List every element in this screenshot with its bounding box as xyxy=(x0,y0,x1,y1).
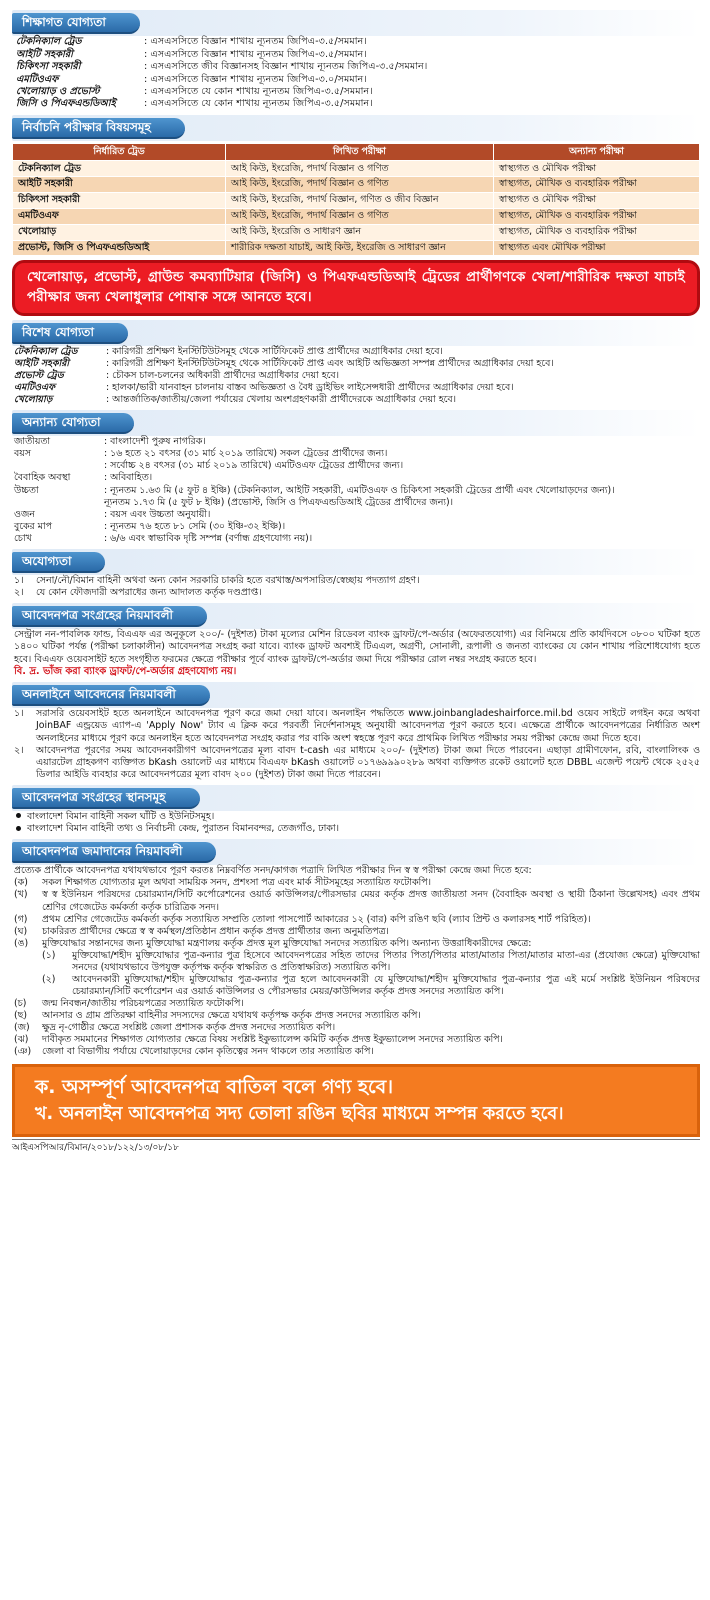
online-number: ২। xyxy=(14,744,24,756)
table-row xyxy=(13,161,700,177)
other-key: ওজন xyxy=(14,508,35,520)
bullet-icon xyxy=(16,826,21,831)
submit-number: (ক) xyxy=(14,877,28,889)
other-key: চোখ xyxy=(14,532,32,544)
table-row xyxy=(13,176,700,192)
submit-number: (গ) xyxy=(14,913,28,925)
list-item xyxy=(14,1034,700,1046)
other-row xyxy=(14,460,700,472)
other-section xyxy=(12,410,700,436)
submit-text: স্ব স্ব ইউনিয়ন পরিষদের চেয়ারম্যান/সিটি কর্পোরেশনের ওয়ার্ড কাউন্সিলর/পৌরসভার মেয়র কর্তৃক প্রদত্ত জাতীয়তা সনদ (বৈবাহিক অবস্থা ও স্থায়ী ঠিকানা উল্লেখসহ) এবং প্রথম শ্রেণির গেজেটেড কর্মকর্তা কর্তৃক চারিত্রিক সনদ। xyxy=(42,889,700,913)
online-heading: অনলাইনে আবেদনের নিয়মাবলী xyxy=(12,685,210,706)
edu-key: এমটিওএফ xyxy=(16,73,59,85)
special-key: খেলোয়াড় xyxy=(14,394,53,405)
list-item xyxy=(14,1022,700,1034)
online-section xyxy=(12,682,700,708)
exam-written: শারীরিক দক্ষতা যাচাই, আই কিউ, ইংরেজি ও সাধারণ জ্ঞান xyxy=(225,240,493,256)
other-row xyxy=(14,521,700,533)
submit-text: দাবীকৃত সমমানের শিক্ষাগত যোগ্যতার ক্ষেত্রে বিষয় সংশ্লিষ্ট ইকুভ্যালেন্স কমিটি কর্তৃক প্রদত্ত ইকুভ্যালেন্স সনদের সত্যায়িত কপি। xyxy=(42,1033,503,1045)
submit-text: মুক্তিযোদ্ধার সন্তানদের জন্য মুক্তিযোদ্ধা মন্ত্রণালয় কর্তৃক প্রদত্ত মূল মুক্তিযোদ্ধা সনদের সত্যায়িত কপি। অন্যান্য উত্তরাধিকারীদের ক্ষেত্রে: xyxy=(42,937,532,949)
special-row xyxy=(14,382,700,394)
other-key: জাতীয়তা xyxy=(14,436,51,448)
edu-key: টেকনিক্যাল ট্রেড xyxy=(16,36,82,48)
list-item xyxy=(12,823,700,835)
edu-row xyxy=(16,74,700,86)
exam-other: স্বাস্থ্যগত এবং মৌখিক পরীক্ষা xyxy=(493,240,699,256)
other-key: উচ্চতা xyxy=(14,484,39,496)
exam-other: স্বাস্থ্যগত ও মৌখিক পরীক্ষা xyxy=(493,161,699,177)
disq-list xyxy=(12,575,700,599)
special-row xyxy=(14,346,700,358)
other-heading: অন্যান্য যোগ্যতা xyxy=(12,413,134,434)
submit-number: (চ) xyxy=(14,997,27,1009)
list-item xyxy=(14,745,700,781)
edu-row xyxy=(16,98,700,110)
other-key xyxy=(14,460,104,472)
special-value: : আন্তর্জাতিক/জাতীয়/জেলা পর্যায়ের খেলায় অংশগ্রহণকারী প্রার্থীদেরকে অগ্রাধিকার দেয়া হবে। xyxy=(106,394,456,405)
submit-text: প্রথম শ্রেণির গেজেটেড কর্মকর্তা কর্তৃক সত্যায়িত সম্প্রতি তোলা পাসপোর্ট আকারের ১২ (বার) কপি রঙিণ ছবি (ল্যাব প্রিন্ট ও কলারসহ শার্ট পরিহিত)। xyxy=(42,913,591,925)
other-key xyxy=(14,497,104,509)
collect-section xyxy=(12,603,700,629)
special-key: এমটিওএফ xyxy=(14,381,56,393)
important-notice-box xyxy=(12,1064,700,1137)
footer-reference: আইএসপিআর/বিমান/২০১৮/১২২/১৩/০৮/১৮ xyxy=(12,1142,179,1153)
disq-number: ২। xyxy=(14,587,24,599)
other-row xyxy=(14,497,700,509)
other-row xyxy=(14,448,700,460)
submit-number: (ঘ) xyxy=(14,925,28,937)
exam-col-trade: নির্ধারিত ট্রেড xyxy=(13,144,226,161)
submit-number: (খ) xyxy=(14,889,28,901)
footer-divider xyxy=(12,1139,700,1140)
exam-trade: প্রভোস্ট, জিসি ও পিএফএন্ডডিআই xyxy=(13,240,226,256)
exam-other: স্বাস্থ্যগত ও মৌখিক পরীক্ষা xyxy=(493,192,699,208)
places-heading: আবেদনপত্র সংগ্রহের স্থানসমূহ xyxy=(12,788,200,809)
exam-trade: এমটিওএফ xyxy=(13,208,226,224)
edu-value: : এসএসসিতে বিজ্ঞান শাখায় ন্যূনতম জিপিএ-৩.৫/সমমান। xyxy=(144,36,367,48)
other-value: : বাংলাদেশী পুরুষ নাগরিক। xyxy=(104,436,206,448)
notice-line-1: ক. অসম্পূর্ণ আবেদনপত্র বাতিল বলে গণ্য হবে। xyxy=(35,1075,393,1098)
exam-col-written: লিখিত পরীক্ষা xyxy=(225,144,493,161)
other-list xyxy=(12,436,700,544)
collect-heading: আবেদনপত্র সংগ্রহের নিয়মাবলী xyxy=(12,606,207,627)
exam-other: স্বাস্থ্যগত, মৌখিক ও ব্যবহারিক পরীক্ষা xyxy=(493,176,699,192)
other-value: : ১৬ হতে ২১ বৎসর (৩১ মার্চ ২০১৯ তারিখে) সকল ট্রেডের প্রার্থীদের জন্য। xyxy=(104,448,388,460)
list-item xyxy=(14,1046,700,1058)
edu-value: : এসএসসিতে বিজ্ঞান শাখায় ন্যূনতম জিপিএ-৩.০/সমমান। xyxy=(144,73,367,85)
table-row xyxy=(13,208,700,224)
other-row xyxy=(14,533,700,545)
special-value: : হালকা/ভারী যানবাহন চালনায় বাস্তব অভিজ্ঞতা ও বৈধ ড্রাইভিং লাইসেন্সধারী প্রার্থীদের অগ্রাধিকার দেয়া হবে। xyxy=(106,381,514,393)
place-text: বাংলাদেশ বিমান বাহিনী তথ্য ও নির্বাচনী কেন্দ্র, পুরাতন বিমানবন্দর, তেজগাঁও, ঢাকা। xyxy=(27,823,339,835)
exam-written: আই কিউ, ইংরেজি, পদার্থ বিজ্ঞান ও গণিত xyxy=(225,176,493,192)
submit-intro: প্রত্যেক প্রার্থীকে আবেদনপত্র যথাযথভাবে পূরণ করতঃ নিম্নবর্ণিত সনদ/কাগজ পত্রাদি লিখিত পরীক্ষার দিন স্ব স্ব পরীক্ষা কেন্দ্রে জমা দিতে হবে: xyxy=(14,865,532,877)
submit-text: ক্ষুদ্র নৃ-গোষ্ঠীর ক্ষেত্রে সংশ্লিষ্ট জেলা প্রশাসক কর্তৃক প্রদত্ত সনদের সত্যায়িত কপি। xyxy=(42,1021,336,1033)
list-item xyxy=(14,914,700,926)
disq-text: সেনা/নৌ/বিমান বাহিনী অথবা অন্য কোন সরকারি চাকরি হতে বরখাস্ত/অপসারিত/স্বেচ্ছায় পদত্যাগ গ্রহণ। xyxy=(36,575,420,587)
other-row xyxy=(14,509,700,521)
places-section xyxy=(12,785,700,811)
submit-heading: আবেদনপত্র জমাদানের নিয়মাবলী xyxy=(12,842,216,863)
exam-col-other: অন্যান্য পরীক্ষা xyxy=(493,144,699,161)
exam-written: আই কিউ, ইংরেজি, পদার্থ বিজ্ঞান ও গণিত xyxy=(225,208,493,224)
other-row xyxy=(14,436,700,448)
special-heading: বিশেষ যোগ্যতা xyxy=(12,323,128,344)
edu-row xyxy=(16,86,700,98)
edu-key: আইটি সহকারী xyxy=(16,48,73,60)
other-key: বৈবাহিক অবস্থা xyxy=(14,472,71,484)
list-item xyxy=(14,708,700,744)
list-item xyxy=(14,938,700,950)
collect-note: বি. দ্র. ভাঁজ করা ব্যাংক ড্রাফট/পে-অর্ডার গ্রহণযোগ্য নয়। xyxy=(14,665,237,677)
online-list xyxy=(12,708,700,780)
list-item xyxy=(14,575,700,587)
edu-value: : এসএসসিতে যে কোন শাখায় ন্যূনতম জিপিএ-৩.৫/সমমান। xyxy=(144,85,373,97)
special-row xyxy=(14,370,700,382)
submit-number: (ঝ) xyxy=(14,1033,29,1045)
submit-sub-text: মুক্তিযোদ্ধা/শহীদ মুক্তিযোদ্ধার পুত্র-কন্যার পুত্র হিসেবে আবেদনপত্রের সহিত তাদের পিতার পিতা/পিতার মাতা/মাতার পিতা/মাতার মাতা-এর (প্রযোজ্য ক্ষেত্রে) মুক্তিযোদ্ধা সনদের (যথাযথভাবে উপযুক্ত কর্তৃপক্ষ কর্তৃক স্বাক্ষরিত ও প্রতিস্বাক্ষরিত) সত্যায়িত কপি। xyxy=(72,949,700,973)
submit-text: সকল শিক্ষাগত যোগ্যতার মূল অথবা সাময়িক সনদ, প্রশংসা পত্র এবং মার্ক সীটসমূহের সত্যায়িত ফটোকপি। xyxy=(42,877,431,889)
submit-list xyxy=(12,877,700,1057)
collect-text: সেন্ট্রাল নন-পাবলিক ফান্ড, বিএএফ এর অনুকূলে ২০০/- (দুইশত) টাকা মূল্যের মেশিন রিডেবল ব্যাংক ড্রাফট/পে-অর্ডার (অফেরতযোগ্য) এর বিনিময়ে প্রতি কার্যদিবসে ০৮০০ ঘটিকা হতে ১৪০০ ঘটিকা পর্যন্ত (পরীক্ষা চলাকালীন) আবেদনপত্র সংগ্রহ করা যাবে। ব্যাংক ড্রাফট অবশ্যই টিএএল, অগ্রণী, সোনালী, রূপালী ও জনতা ব্যাংকের যে কোন শাখায় পরিশোধযোগ্য হতে হবে। বিএএফ ওয়েবসাইট হতে সংগৃহীত ফরমের ক্ষেত্রে পরীক্ষার পূর্বে ব্যাংক ড্রাফট/পে-অর্ডার জমা দিয়ে পরীক্ষার রোল নম্বর সংগ্রহ করতে হবে। xyxy=(14,629,700,665)
other-value: ন্যূনতম ১.৭৩ মি (৫ ফুট ৮ ইঞ্চি) (প্রভোস্ট, জিসি ও পিএফএন্ডডিআই ট্রেডের প্রার্থীদের জন্য)। xyxy=(104,496,454,508)
submit-sub-number: (২) xyxy=(42,973,56,985)
list-item xyxy=(14,950,700,974)
edu-row xyxy=(16,61,700,73)
list-item xyxy=(14,998,700,1010)
edu-section xyxy=(12,10,700,36)
list-item xyxy=(14,926,700,938)
edu-list xyxy=(12,36,700,110)
submit-text: জেলা বা বিভাগীয় পর্যায়ে খেলোয়াড়দের কোন কৃতিত্বের সনদ থাকলে তার সত্যায়িত কপি। xyxy=(42,1045,374,1057)
exam-trade: টেকনিক্যাল ট্রেড xyxy=(13,161,226,177)
exam-table xyxy=(12,143,700,256)
special-value: : কারিগরী প্রশিক্ষণ ইনস্টিটিউটসমূহ থেকে সার্টিফিকেট প্রাপ্ত প্রার্থীদের অগ্রাধিকার দেয়া হবে। xyxy=(106,345,443,357)
list-item xyxy=(14,974,700,998)
exam-written: আই কিউ, ইংরেজি ও সাধারণ জ্ঞান xyxy=(225,224,493,240)
exam-header-row xyxy=(13,144,700,161)
bullet-icon xyxy=(16,813,21,818)
online-text: আবেদনপত্র পূরণের সময় আবেদনকারীগণ আবেদনপত্রের মূল্য বাবদ t-cash এর মাধ্যমে ২০০/- (দুইশত) টাকা জমা দিতে পারবেন। এছাড়া গ্রামীণফোন, রবি, বাংলালিংক ও এয়ারটেল গ্রাহকগণ ব্যক্তিগত bKash ওয়ালেট এর মাধ্যমে বিএএফ bKash ওয়ালেট ০১৭৬৯৯৯০২৮৯ অথবা ব্যক্তিগত রকেট ওয়ালেট হতে DBBL এজেন্ট পয়েন্ট থেকে ২৫২৫ ডিলার আইডি ব্যবহার করে আবেদনপত্রের মূল্য বাবদ ২০০ (দুইশত) টাকা জমা দিতে পারবেন। xyxy=(36,744,700,780)
edu-row xyxy=(16,49,700,61)
other-value: : বয়স এবং উচ্চতা অনুযায়ী। xyxy=(104,508,211,520)
table-row xyxy=(13,224,700,240)
special-section xyxy=(12,320,700,346)
special-key: আইটি সহকারী xyxy=(14,357,70,369)
edu-key: চিকিৎসা সহকারী xyxy=(16,61,81,73)
disq-heading: অযোগ্যতা xyxy=(12,552,105,573)
exam-other: স্বাস্থ্যগত, মৌখিক ও ব্যবহারিক পরীক্ষা xyxy=(493,208,699,224)
table-row xyxy=(13,192,700,208)
special-row xyxy=(14,358,700,370)
disq-text: যে কোন ফৌজদারী অপরাধের জন্য আদালত কর্তৃক দণ্ডপ্রাপ্ত। xyxy=(36,587,262,599)
other-key: বয়স xyxy=(14,448,31,460)
exam-heading: নির্বাচনি পরীক্ষার বিষয়সমূহ xyxy=(12,118,185,139)
list-item xyxy=(14,1010,700,1022)
edu-value: : এসএসসিতে বিজ্ঞান শাখায় ন্যূনতম জিপিএ-৩.৫/সমমান। xyxy=(144,48,367,60)
submit-number: (জ) xyxy=(14,1021,30,1033)
disq-number: ১। xyxy=(14,575,24,587)
special-value: : কারিগরী প্রশিক্ষণ ইনস্টিটিউটসমূহ থেকে সার্টিফিকেট প্রাপ্ত এবং আইটি অভিজ্ঞতা সম্পন্ন প্রার্থীদের অগ্রাধিকার দেয়া হবে। xyxy=(106,357,554,369)
submit-text: চাকরিরত প্রার্থীদের ক্ষেত্রে স্ব স্ব কর্মস্থল/প্রতিষ্ঠান প্রধান কর্তৃক প্রদত্ত প্রার্থীতার জন্য অনুমতিপত্র। xyxy=(42,925,389,937)
list-item xyxy=(14,587,700,599)
disq-section xyxy=(12,549,700,575)
online-number: ১। xyxy=(14,708,24,720)
notice-line-2: খ. অনলাইন আবেদনপত্র সদ্য তোলা রঙিন ছবির মাধ্যমে সম্পন্ন করতে হবে। xyxy=(35,1104,564,1125)
exam-other: স্বাস্থ্যগত, মৌখিক ও ব্যবহারিক পরীক্ষা xyxy=(493,224,699,240)
special-key: প্রভোস্ট ট্রেড xyxy=(14,369,64,381)
edu-row xyxy=(16,36,700,48)
online-text: সরাসরি ওয়েবসাইট হতে অনলাইনে আবেদনপত্র পূরণ করে জমা দেয়া যাবে। অনলাইন পদ্ধতিতে www.joinbangladeshairforce.mil.bd ওয়েব সাইটে লগইন করে অথবা JoinBAF এন্ড্রয়েড এ্যাপ-এ 'Apply Now' ট্যাব এ ক্লিক করে পরবর্তী নির্দেশনাসমূহ অনুযায়ী আবেদনপত্র পূরণ করতে হবে। এক্ষেত্রে প্রার্থীকে আবেদনপত্রের নির্ধারিত অংশ অনলাইনের মাধ্যমে পূরণ করে অনলাইন হতে আবেদনপত্র সংগ্রহ করার পর বাকি অংশ স্বহস্তে পূরণ করে প্রাথমিক লিখিত পরীক্ষার সময় পরীক্ষা কেন্দ্রে জমা দিতে হবে। xyxy=(36,708,700,744)
edu-key: জিসি ও পিএফএন্ডডিআই xyxy=(16,98,116,110)
other-row xyxy=(14,472,700,484)
exam-written: আই কিউ, ইংরেজি, পদার্থ বিজ্ঞান, গণিত ও জীব বিজ্ঞান xyxy=(225,192,493,208)
exam-section xyxy=(12,115,700,141)
submit-number: (ছ) xyxy=(14,1009,27,1021)
other-row xyxy=(14,485,700,497)
special-list xyxy=(12,346,700,406)
other-value: : ৬/৬ এবং স্বাভাবিক দৃষ্টি সম্পন্ন (বর্ণান্ধ গ্রহণযোগ্য নয়)। xyxy=(104,532,313,544)
place-text: বাংলাদেশ বিমান বাহিনী সকল ঘাঁটি ও ইউনিটসমূহ। xyxy=(27,810,215,822)
edu-key: খেলোয়াড় ও প্রভোস্ট xyxy=(16,85,100,97)
list-item xyxy=(14,889,700,913)
list-item xyxy=(14,877,700,889)
other-value: : ন্যূনতম ৭৬ হতে ৮১ সেমি (৩০ ইঞ্চি-৩২ ইঞ্চি)। xyxy=(104,520,286,532)
exam-trade: খেলোয়াড় xyxy=(13,224,226,240)
special-row xyxy=(14,394,700,406)
submit-text: জন্ম নিবন্ধন/জাতীয় পরিচয়পত্রের সত্যায়িত ফটোকপি। xyxy=(42,997,244,1009)
submit-number: (ঞ) xyxy=(14,1045,32,1057)
special-value: : চৌকস চাল-চলনের অধিকারী প্রার্থীদের অগ্রাধিকার দেয়া হবে। xyxy=(106,369,339,381)
other-key: বুকের মাপ xyxy=(14,520,52,532)
places-list xyxy=(12,811,700,835)
other-value: : অবিবাহিত। xyxy=(104,472,153,484)
exam-trade: চিকিৎসা সহকারী xyxy=(13,192,226,208)
other-value: : ন্যূনতম ১.৬৩ মি (৫ ফুট ৪ ইঞ্চি) (টেকনিক্যাল, আইটি সহকারী, এমটিওএফ ও চিকিৎসা সহকারী ট্রেডের প্রার্থী এবং খেলোয়াড়দের জন্য)। xyxy=(104,484,615,496)
exam-written: আই কিউ, ইংরেজি, পদার্থ বিজ্ঞান ও গণিত xyxy=(225,161,493,177)
submit-sub-number: (১) xyxy=(42,949,56,961)
sportswear-notice-banner: খেলোয়াড়, প্রভোস্ট, গ্রাউন্ড কমব্যাটিয়ার (জিসি) ও পিএফএন্ডডিআই ট্রেডের প্রার্থীগণকে খেলা/শারীরিক দক্ষতা যাচাই পরীক্ষার জন্য খেলাধুলার পোষাক সঙ্গে আনতে হবে। xyxy=(12,260,700,315)
submit-sub-text: আবেদনকারী মুক্তিযোদ্ধা/শহীদ মুক্তিযোদ্ধার পুত্র-কন্যার পুত্র হলে আবেদনকারী যে মুক্তিযোদ্ধা/শহীদ মুক্তিযোদ্ধার পুত্র-কন্যার পুত্র এই মর্মে সংশ্লিষ্ট ইউনিয়ন পরিষদের চেয়ারম্যান/সিটি কর্পোরেশন এর ওয়ার্ড কাউন্সিলর ও পৌরসভার মেয়র/কাউন্সিলর কর্তৃক প্রদত্ত সনদের সত্যায়িত কপি। xyxy=(72,973,700,997)
edu-value: : এসএসসিতে জীব বিজ্ঞানসহ বিজ্ঞান শাখায় ন্যূনতম জিপিএ-৩.৫/সমমান। xyxy=(144,61,428,73)
other-value: : সর্বোচ্চ ২৪ বৎসর (৩১ মার্চ ২০১৯ তারিখে) এমটিওএফ ট্রেডের প্রার্থীদের জন্য। xyxy=(104,460,404,472)
exam-trade: আইটি সহকারী xyxy=(13,176,226,192)
submit-text: আনসার ও গ্রাম প্রতিরক্ষা বাহিনীর সদস্যদের ক্ষেত্রে যথাযথ কর্তৃপক্ষ কর্তৃক প্রদত্ত সনদের সত্যায়িত কপি। xyxy=(42,1009,421,1021)
submit-section xyxy=(12,839,700,865)
submit-number: (ঙ) xyxy=(14,937,29,949)
edu-heading: শিক্ষাগত যোগ্যতা xyxy=(12,13,140,34)
edu-value: : এসএসসিতে যে কোন শাখায় ন্যূনতম জিপিএ-৩.৫/সমমান। xyxy=(144,98,373,110)
list-item xyxy=(12,811,700,823)
table-row xyxy=(13,240,700,256)
special-key: টেকনিক্যাল ট্রেড xyxy=(14,345,78,357)
